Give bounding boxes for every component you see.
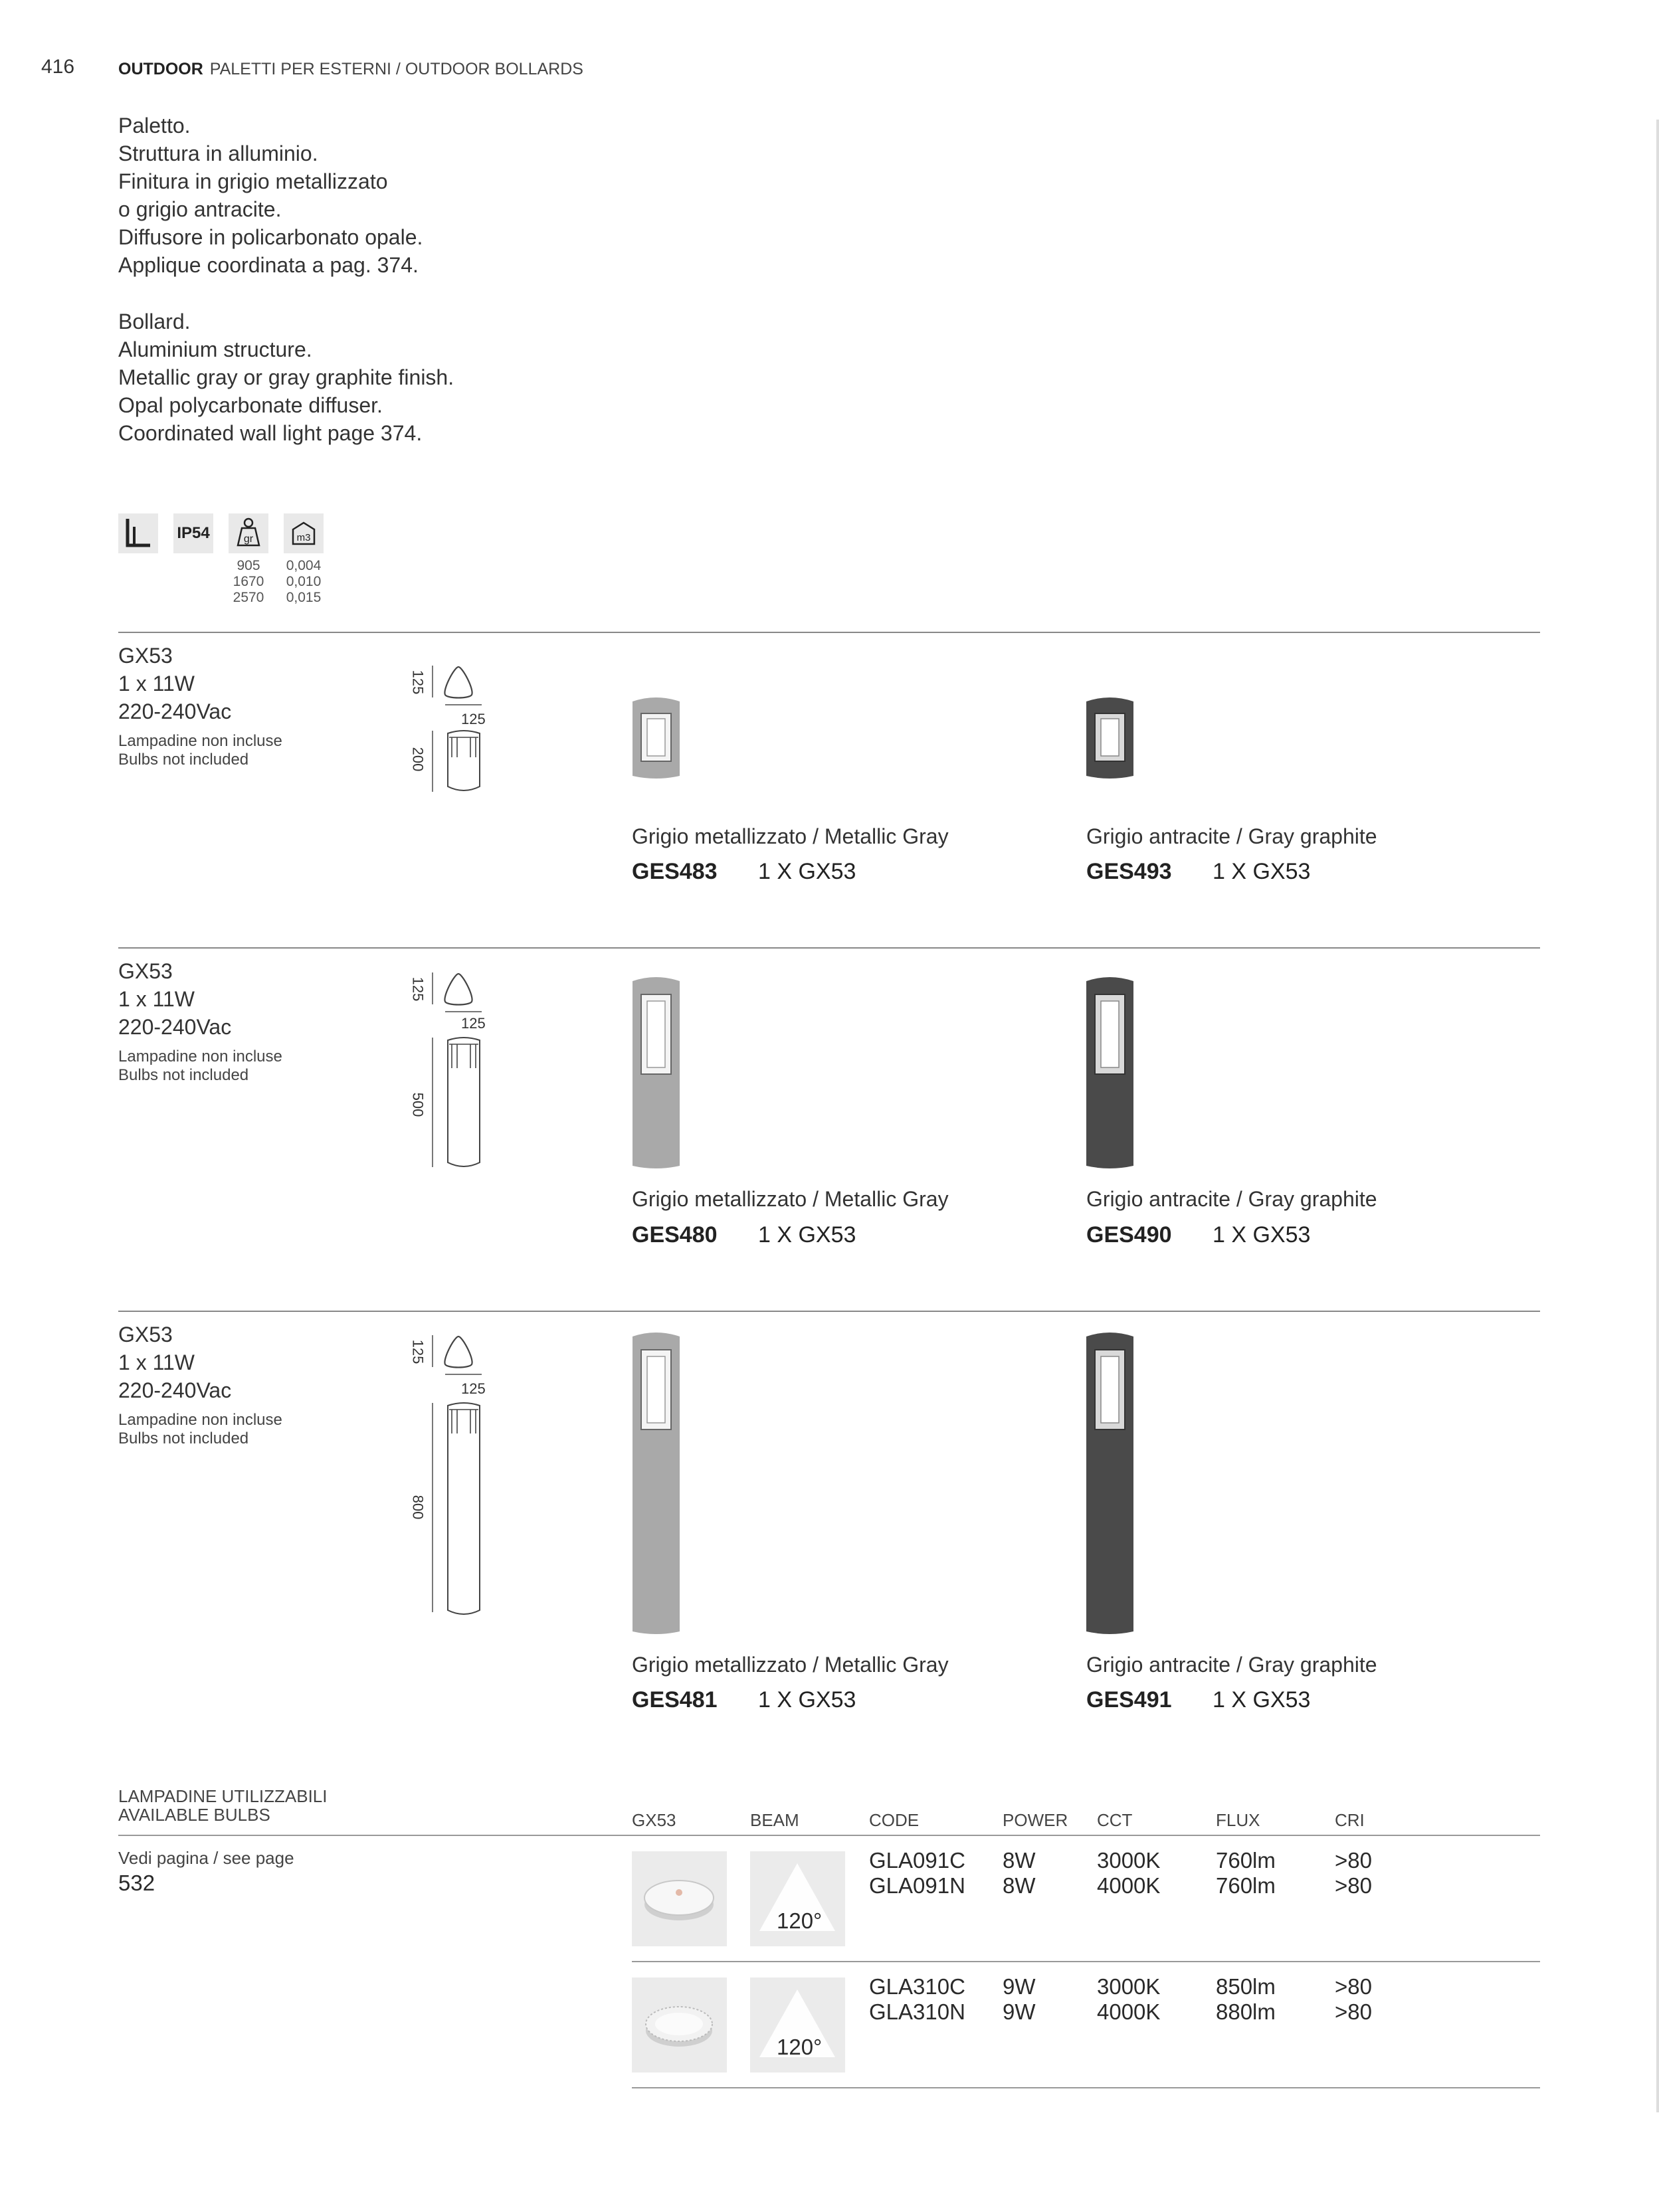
product-image-ges491 <box>1085 1330 1135 1637</box>
bulbs-note-it: Lampadine non incluse <box>118 1411 282 1429</box>
voltage: 220-240Vac <box>118 1378 232 1402</box>
desc-line: Coordinated wall light page 374. <box>118 421 423 445</box>
code-cell: GLA091C <box>869 1848 965 1873</box>
volume-unit: m3 <box>296 532 311 543</box>
light-source: 1 X GX53 <box>1213 1687 1311 1712</box>
bulbs-note <box>118 1411 282 1448</box>
dim-width-label: 125 <box>461 1380 486 1397</box>
col-header: POWER <box>1003 1810 1068 1830</box>
bulb-flux <box>1216 1848 1276 1898</box>
section-outline-icon <box>439 664 478 701</box>
col-header: CODE <box>869 1810 920 1830</box>
cri-cell: >80 <box>1335 1999 1372 2024</box>
product-code-line <box>1086 1687 1310 1713</box>
bollard-side-outline-icon <box>445 1400 482 1618</box>
light-source: 1 X GX53 <box>1213 1222 1311 1247</box>
product-image-ges493 <box>1085 695 1135 780</box>
bulb-cct <box>1097 1848 1160 1898</box>
row-1-specs <box>118 642 282 769</box>
product-code: GES490 <box>1086 1222 1172 1247</box>
light-source: 1 X GX53 <box>758 1222 856 1247</box>
finish-caption: Grigio antracite / Gray graphite <box>1086 1187 1377 1211</box>
weight-unit: gr <box>243 533 254 545</box>
weight-value: 2570 <box>233 590 264 605</box>
description-italian <box>118 112 423 279</box>
product-image-ges490 <box>1085 974 1135 1170</box>
lamp-type: GX53 <box>118 644 173 668</box>
desc-line: Aluminium structure. <box>118 337 312 361</box>
row-divider <box>118 632 1540 633</box>
power: 1 x 11W <box>118 987 195 1011</box>
bulbs-note <box>118 732 282 769</box>
weight-value: 1670 <box>233 574 264 589</box>
cct-cell: 3000K <box>1097 1848 1161 1873</box>
product-code: GES481 <box>632 1687 718 1712</box>
desc-line: Applique coordinata a pag. 374. <box>118 253 419 277</box>
cri-cell: >80 <box>1335 1974 1372 1999</box>
table-header-divider <box>118 1835 1540 1836</box>
col-header: CRI <box>1335 1810 1365 1830</box>
section-subtitle: PALETTI PER ESTERNI / OUTDOOR BOLLARDS <box>209 60 583 78</box>
bulb-image-gla310 <box>632 1978 727 2073</box>
dim-line <box>432 1038 433 1167</box>
power-cell: 8W <box>1003 1848 1036 1873</box>
power-cell: 9W <box>1003 1974 1036 1999</box>
bulb-cri <box>1335 1848 1372 1898</box>
power-cell: 9W <box>1003 1999 1036 2024</box>
row-divider <box>118 947 1540 949</box>
bulb-power <box>1003 1974 1036 2025</box>
voltage: 220-240Vac <box>118 1015 232 1039</box>
desc-line: Struttura in alluminio. <box>118 141 318 165</box>
code-cell: GLA310C <box>869 1974 965 1999</box>
section-title <box>118 60 583 79</box>
bulbs-note-it: Lampadine non incluse <box>118 732 282 750</box>
voltage: 220-240Vac <box>118 699 232 723</box>
bulbs-section-title <box>118 1787 327 1824</box>
product-code-line <box>632 1687 856 1713</box>
product-code: GES493 <box>1086 859 1172 884</box>
col-header: FLUX <box>1216 1810 1260 1830</box>
page-number: 416 <box>41 56 75 78</box>
dim-line <box>432 1335 433 1367</box>
col-header: BEAM <box>750 1810 799 1830</box>
cct-cell: 3000K <box>1097 1974 1161 1999</box>
bulb-code <box>869 1974 965 2025</box>
page-edge-divider <box>1656 120 1659 2112</box>
product-code-line <box>632 859 856 885</box>
finish-caption: Grigio antracite / Gray graphite <box>1086 1653 1377 1677</box>
product-image-ges483 <box>631 695 681 780</box>
row-divider <box>118 1311 1540 1312</box>
dim-line <box>432 731 433 792</box>
beam-angle-icon <box>750 1978 845 2073</box>
bulb-power <box>1003 1848 1036 1898</box>
bulb-flux <box>1216 1974 1276 2025</box>
lamp-type: GX53 <box>118 1323 173 1346</box>
bulb-cri <box>1335 1974 1372 2025</box>
dim-height-label: 500 <box>409 1092 427 1117</box>
product-code-line <box>1086 1222 1310 1248</box>
dim-line <box>445 1011 482 1012</box>
ground-mount-icon <box>118 513 158 553</box>
col-header: GX53 <box>632 1810 676 1830</box>
light-source: 1 X GX53 <box>1213 859 1311 884</box>
desc-line: Bollard. <box>118 310 191 333</box>
desc-line: Paletto. <box>118 114 191 138</box>
flux-cell: 880lm <box>1216 1999 1276 2024</box>
dim-height-label: 200 <box>409 747 427 772</box>
product-image-ges480 <box>631 974 681 1170</box>
power: 1 x 11W <box>118 1350 195 1374</box>
table-bottom-divider <box>632 2087 1540 2088</box>
cri-cell: >80 <box>1335 1848 1372 1873</box>
dim-top-label: 125 <box>409 670 427 695</box>
product-code: GES480 <box>632 1222 718 1247</box>
section-outline-icon <box>439 971 478 1008</box>
power: 1 x 11W <box>118 672 195 695</box>
product-code-line <box>632 1222 856 1248</box>
code-cell: GLA310N <box>869 1999 965 2024</box>
volume-value: 0,004 <box>286 558 322 573</box>
bulbs-note-en: Bulbs not included <box>118 751 249 769</box>
finish-caption: Grigio metallizzato / Metallic Gray <box>632 1187 949 1211</box>
row-3-specs <box>118 1321 282 1448</box>
dim-width-label: 125 <box>461 1015 486 1032</box>
bollard-side-outline-icon <box>445 1035 482 1170</box>
power-cell: 8W <box>1003 1873 1036 1898</box>
bulbs-note-en: Bulbs not included <box>118 1066 249 1084</box>
bulb-image-gla091 <box>632 1851 727 1946</box>
dim-line <box>432 1403 433 1612</box>
bulbs-note <box>118 1048 282 1085</box>
see-page-label: Vedi pagina / see page <box>118 1848 294 1868</box>
bulb-cct <box>1097 1974 1160 2025</box>
volume-icon <box>284 513 324 553</box>
finish-caption: Grigio metallizzato / Metallic Gray <box>632 824 949 848</box>
finish-caption: Grigio metallizzato / Metallic Gray <box>632 1653 949 1677</box>
section-outline-icon <box>439 1334 478 1371</box>
cct-cell: 4000K <box>1097 1873 1161 1898</box>
dim-top-label: 125 <box>409 976 427 1002</box>
dim-width-label: 125 <box>461 711 486 727</box>
product-image-ges481 <box>631 1330 681 1637</box>
description-english <box>118 308 454 447</box>
dim-line <box>445 704 482 705</box>
desc-line: Opal polycarbonate diffuser. <box>118 393 383 417</box>
product-code-line <box>1086 859 1310 885</box>
bollard-side-outline-icon <box>445 728 482 794</box>
see-page-number: 532 <box>118 1871 155 1895</box>
light-source: 1 X GX53 <box>758 1687 856 1712</box>
bulbs-title-it: LAMPADINE UTILIZZABILI <box>118 1786 328 1806</box>
desc-line: Finitura in grigio metallizzato <box>118 169 388 193</box>
lamp-type: GX53 <box>118 959 173 983</box>
volume-value: 0,015 <box>286 590 322 605</box>
bulb-code <box>869 1848 965 1898</box>
ip-rating-icon: IP54 <box>173 513 213 553</box>
light-source: 1 X GX53 <box>758 859 856 884</box>
dim-line <box>445 1374 482 1375</box>
volume-value: 0,010 <box>286 574 322 589</box>
code-cell: GLA091N <box>869 1873 965 1898</box>
col-header: CCT <box>1097 1810 1133 1830</box>
dim-height-label: 800 <box>409 1495 427 1520</box>
flux-cell: 760lm <box>1216 1848 1276 1873</box>
section-label: OUTDOOR <box>118 60 203 78</box>
bulbs-note-en: Bulbs not included <box>118 1429 249 1447</box>
weight-value: 905 <box>237 558 260 573</box>
volume-values <box>284 558 324 606</box>
bulbs-note-it: Lampadine non incluse <box>118 1048 282 1065</box>
flux-cell: 760lm <box>1216 1873 1276 1898</box>
product-code: GES491 <box>1086 1687 1172 1712</box>
weight-icon <box>229 513 268 553</box>
cri-cell: >80 <box>1335 1873 1372 1898</box>
dim-line <box>432 972 433 1004</box>
cct-cell: 4000K <box>1097 1999 1161 2024</box>
desc-line: Metallic gray or gray graphite finish. <box>118 365 454 389</box>
finish-caption: Grigio antracite / Gray graphite <box>1086 824 1377 848</box>
desc-line: Diffusore in policarbonato opale. <box>118 225 423 249</box>
dim-top-label: 125 <box>409 1339 427 1364</box>
bulbs-title-en: AVAILABLE BULBS <box>118 1805 270 1825</box>
flux-cell: 850lm <box>1216 1974 1276 1999</box>
product-code: GES483 <box>632 859 718 884</box>
beam-angle-icon <box>750 1851 845 1946</box>
weight-values <box>229 558 268 606</box>
beam-angle-value: 120° <box>777 2035 823 2059</box>
desc-line: o grigio antracite. <box>118 197 282 221</box>
dim-line <box>432 666 433 697</box>
table-row-divider <box>632 1961 1540 1962</box>
beam-angle-value: 120° <box>777 1908 823 1933</box>
row-2-specs <box>118 957 282 1085</box>
